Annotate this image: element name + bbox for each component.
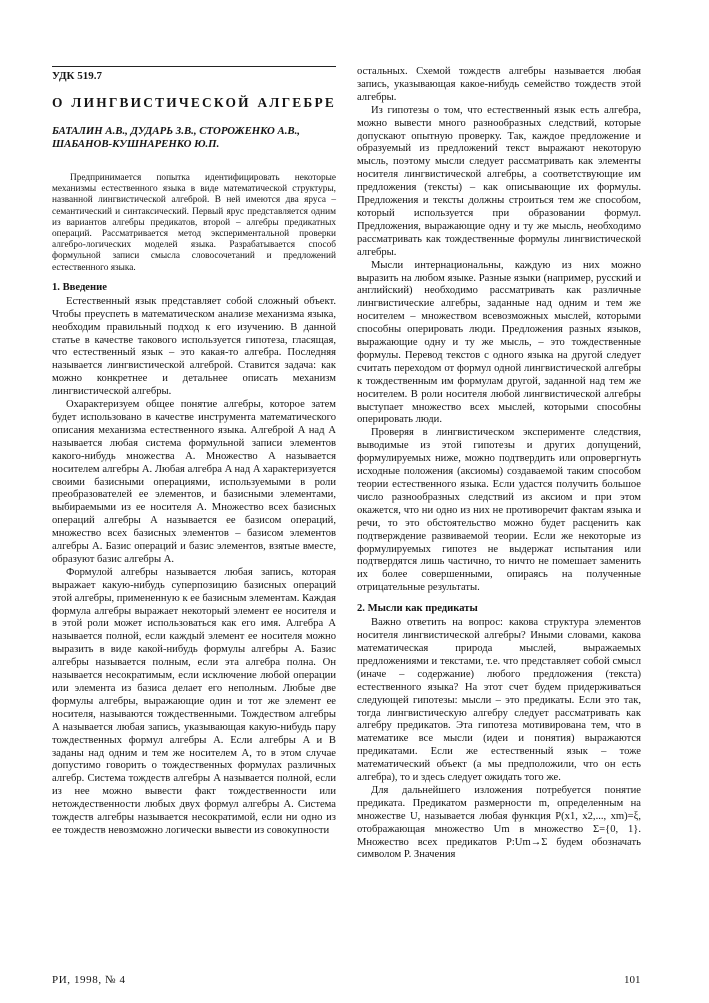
page-number: 101 bbox=[624, 974, 641, 986]
section-2-heading: 2. Мысли как предикаты bbox=[357, 603, 478, 615]
article-authors: БАТАЛИН А.В., ДУДАРЬ З.В., СТОРОЖЕНКО А.В., ШАБАНОВ-КУШНАРЕНКО Ю.П. bbox=[52, 125, 300, 150]
right-paragraph-5: Важно ответить на вопрос: какова структура элементов носителя лингвистической алгебры? Иными словами, какова математическая природа мыслей, выражаемых предложениями и текстами, т.е. что представляет собой смысл (иначе – содержание) любого предложения (текста) естественного языка? На этот счет будем придерживаться следующей гипотезы: мысли – это предикаты. Если это так, тогда лингвистическую алгебру следует рассматривать как алгебру предикатов. Эта гипотеза мотивирована тем, что в математике все мысли (идеи и понятия) выражаются предикатами. Если же естественный язык – тоже математический объект (а мы предположили, что он есть алгебра), то и здесь следует ожидать того же. bbox=[357, 617, 641, 784]
section-1-paragraph-2: Охарактеризуем общее понятие алгебры, которое затем будет использовано в качестве инструмента математического описания механизма естественного языка. Алгеброй A над A называется любая система формульной записи элементов какого-нибудь множества A. Множество A называется носителем алгебры A. Любая алгебра A над A характеризуется своими базисными операциями, используемыми в роли преобразователей ее элементов, и базисными элементами, выбираемыми из ее носителя A. Множество всех базисных операций алгебры A называется ее базисом операций, множество всех базисных элементов – базисом элементов алгебры A. Базис операций и базис элементов, взятые вместе, образуют базис алгебры A. bbox=[52, 399, 336, 565]
journal-footer: РИ, 1998, № 4 bbox=[52, 974, 126, 986]
left-column bbox=[52, 66, 336, 838]
right-paragraph-6: Для дальнейшего изложения потребуется понятие предиката. Предикатом размерности m, определенным на множестве U, называется любая функция P(x1, x2,..., xm)=ξ, отображающая множество Um в множество Σ={0, 1}. Множество всех предикатов P:Um→Σ будем обозначать символом P. Значения bbox=[357, 784, 641, 861]
right-column bbox=[357, 66, 641, 862]
udk-code: УДК 519.7 bbox=[52, 70, 103, 82]
article-title: О ЛИНГВИСТИЧЕСКОЙ АЛГЕБРЕ bbox=[52, 95, 336, 110]
right-paragraph-4: Проверяя в лингвистическом эксперименте следствия, выводимые из этой гипотезы и других допущений, формулируемых ниже, можно подтвердить или опровергнуть исходные положения (аксиомы) создаваемой таким способом теории естественного языка. Если удастся получить большое число разнообразных следствий из аксиом и при этом окажется, что ни одно из них не противоречит фактам языка и речи, то это обстоятельство можно будет расценить как подтверждение развиваемой теории. Если же некоторые из формулируемых гипотез не выдержат испытания или подтвердятся лишь частично, то ничто не помешает заменить их более совершенными, опираясь на полученные отрицательные результаты. bbox=[357, 427, 641, 594]
right-paragraph-2: Из гипотезы о том, что естественный язык есть алгебра, можно вывести много разнообразных следствий, которые допускают опытную проверку. Так, каждое предложение и образуемый из предложений текст выражают некоторую мысль, поэтому мысли следует рассматривать как элементы носителя лингвистической алгебры, а соответствующие им предложения (тексты) – как описывающие их формулы. Предложения и тексты должны строиться тем же способом, который используется при образовании формул. Предложения, выражающие одну и ту же мысль, необходимо рассматривать как тождественные формулы лингвистической алгебры. bbox=[357, 104, 641, 258]
section-1-paragraph-3: Формулой алгебры называется любая запись, которая выражает какую-нибудь суперпозицию базисных операций этой алгебры, примененную к ее базисным элементам. Каждая формула алгебры выражает некоторый элемент ее носителя и в этой роли может использоваться как его имя. Алгебра A называется полной, если каждый элемент ее носителя можно выразить в виде какой-нибудь формулы алгебры A. Базис алгебры называется полным, если эта алгебра полна. Он называется несократимым, если исключение любой операции или элемента из базиса делает его неполным. Любые две формулы алгебры, выражающие один и тот же элемент ее носителя, называются тождественными. Тождеством алгебры A называется любая запись, указывающая какую-нибудь пару тождественных формул алгебры A. Если алгебры A и B заданы над одним и тем же носителем A, то в этом случае допустимо говорить о тождественных формулах различных алгебр. Система тождеств алгебры A называется полной, если из нее можно вывести факт тождественности или нетождественности любых двух формул алгебры A. Система тождеств алгебры называется несократимой, если ни одно из ее тождеств невозможно логически вывести из совокупности bbox=[52, 566, 336, 836]
header-rule bbox=[52, 66, 336, 67]
right-paragraph-1: остальных. Схемой тождеств алгебры называется любая запись, указывающая какое-нибудь семейство тождеств этой алгебры. bbox=[357, 66, 641, 103]
section-1-heading: 1. Введение bbox=[52, 281, 107, 293]
article-abstract: Предпринимается попытка идентифицировать некоторые механизмы естественного языка в виде математической структуры, названной лингвистической алгеброй. В ней имеются два яруса – семантический и синтаксический. Первый ярус представляется одним из вариантов алгебры предикатов, второй – алгебры предикатных операций. Рассматривается метод экспериментальной проверки алгебро-логических моделей языка. Разрабатывается способ формульной записи смысла словосочетаний и предложений естественного языка. bbox=[52, 173, 336, 273]
section-1-paragraph-1: Естественный язык представляет собой сложный объект. Чтобы преуспеть в математическом анализе механизма языка, необходим правильный подход к его изучению. В данной статье в качестве такового используется гипотеза, гласящая, что естественный язык – это какая-то алгебра. Последняя называется лингвистической алгеброй. Ставится задача: как можно конкретнее и детальнее описать механизм лингвистической алгебры. bbox=[52, 295, 336, 398]
right-paragraph-3: Мысли интернациональны, каждую из них можно выразить на любом языке. Разные языки (например, русский и английский) необходимо рассматривать как различные лингвистические алгебры, заданные над одним и тем же носителем – множеством всевозможных мыслей, которыми способны оперировать люди. Предложения разных языков, выражающие одну и ту же мысль, – это тождественные формулы. Перевод текстов с одного языка на другой следует считать переходом от формул одной лингвистической алгебры к тождественным им формулам другой, заданной над тем же носителем. В роли носителя любой лингвистической алгебры выступает множество всех мыслей, которыми способны оперировать люди. bbox=[357, 259, 641, 426]
